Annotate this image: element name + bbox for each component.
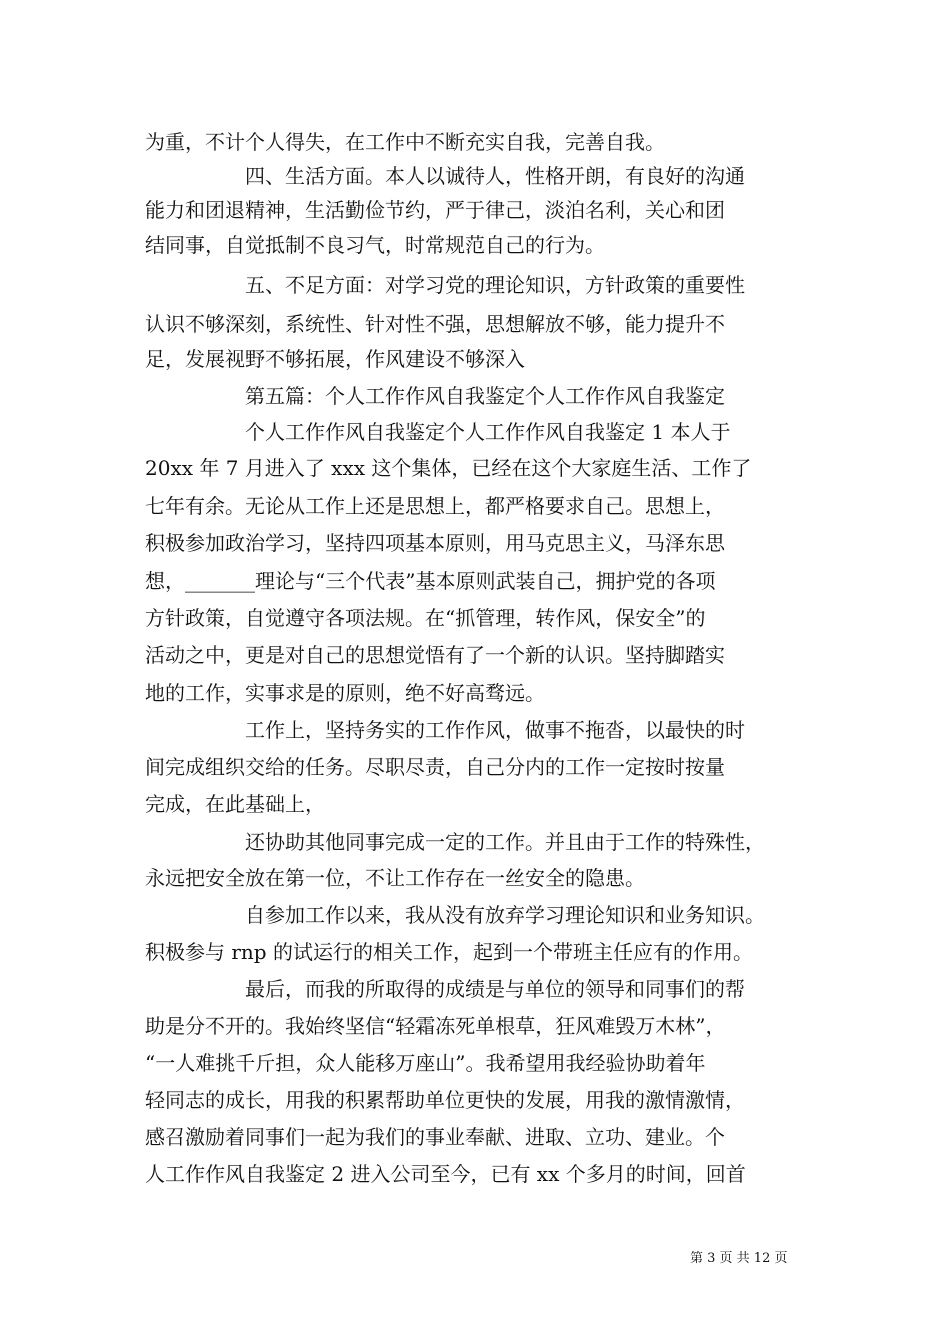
paragraph-first-line: 五、不足方面：对学习党的理论知识，方针政策的重要性 — [245, 273, 745, 297]
body-line: 积极参加政治学习，坚持四项基本原则，用马克思主义，马泽东思 — [145, 531, 725, 555]
paragraph-first-line: 工作上，坚持务实的工作作风，做事不拖沓，以最快的时 — [245, 718, 745, 742]
body-line: 感召激励着同事们一起为我们的事业奉献、进取、立功、建业。个 — [145, 1125, 725, 1149]
body-line: 助是分不开的。我始终坚信“轻霜冻死单根草，狂风难毁万木林”， — [145, 1014, 726, 1038]
body-line: 能力和团退精神，生活勤俭节约，严于律己，淡泊名利，关心和团 — [145, 198, 725, 222]
body-line: 永远把安全放在第一位，不让工作存在一丝安全的隐患。 — [145, 866, 645, 890]
body-line: 间完成组织交给的任务。尽职尽责，自己分内的工作一定按时按量 — [145, 755, 725, 779]
body-line: 人工作作风自我鉴定 2 进入公司至今，已有 xx 个多月的时间，回首 — [145, 1162, 746, 1186]
paragraph-first-line: 四、生活方面。本人以诚待人，性格开朗，有良好的沟通 — [245, 164, 745, 188]
body-line: 20xx 年 7 月进入了 xxx 这个集体，已经在这个大家庭生活、工作了 — [145, 456, 752, 480]
section-heading: 第五篇：个人工作作风自我鉴定个人工作作风自我鉴定 — [245, 384, 725, 408]
paragraph-first-line: 个人工作作风自我鉴定个人工作作风自我鉴定 1 本人于 — [245, 420, 731, 444]
body-line: 积极参与 rnp 的试运行的相关工作，起到一个带班主任应有的作用。 — [145, 940, 753, 964]
body-line: 为重，不计个人得失，在工作中不断充实自我，完善自我。 — [145, 130, 665, 154]
paragraph-first-line: 最后，而我的所取得的成绩是与单位的领导和同事们的帮 — [245, 977, 745, 1001]
body-line: 七年有余。无论从工作上还是思想上，都严格要求自己。思想上， — [145, 494, 725, 518]
body-line: 完成，在此基础上， — [145, 792, 325, 816]
body-line: 结同事，自觉抵制不良习气，时常规范自己的行为。 — [145, 233, 605, 257]
body-line: 足，发展视野不够拓展，作风建设不够深入 — [145, 347, 525, 371]
body-line: 活动之中，更是对自己的思想觉悟有了一个新的认识。坚持脚踏实 — [145, 643, 725, 667]
paragraph-first-line: 还协助其他同事完成一定的工作。并且由于工作的特殊性， — [245, 830, 765, 854]
body-line: 认识不够深刻，系统性、针对性不强，思想解放不够，能力提升不 — [145, 312, 725, 336]
paragraph-first-line: 自参加工作以来，我从没有放弃学习理论知识和业务知识。 — [245, 903, 765, 927]
page-number: 第 3 页 共 12 页 — [690, 1251, 788, 1266]
body-line: “一人难挑千斤担，众人能移万座山”。我希望用我经验协助着年 — [145, 1051, 706, 1075]
body-line: 轻同志的成长，用我的积累帮助单位更快的发展，用我的激情激情， — [145, 1088, 745, 1112]
body-line: 方针政策，自觉遵守各项法规。在“抓管理，转作风，保安全”的 — [145, 606, 706, 630]
body-line: 想，_______理论与“三个代表”基本原则武装自己，拥护党的各项 — [145, 569, 716, 593]
body-line: 地的工作，实事求是的原则，绝不好高骛远。 — [145, 681, 545, 705]
